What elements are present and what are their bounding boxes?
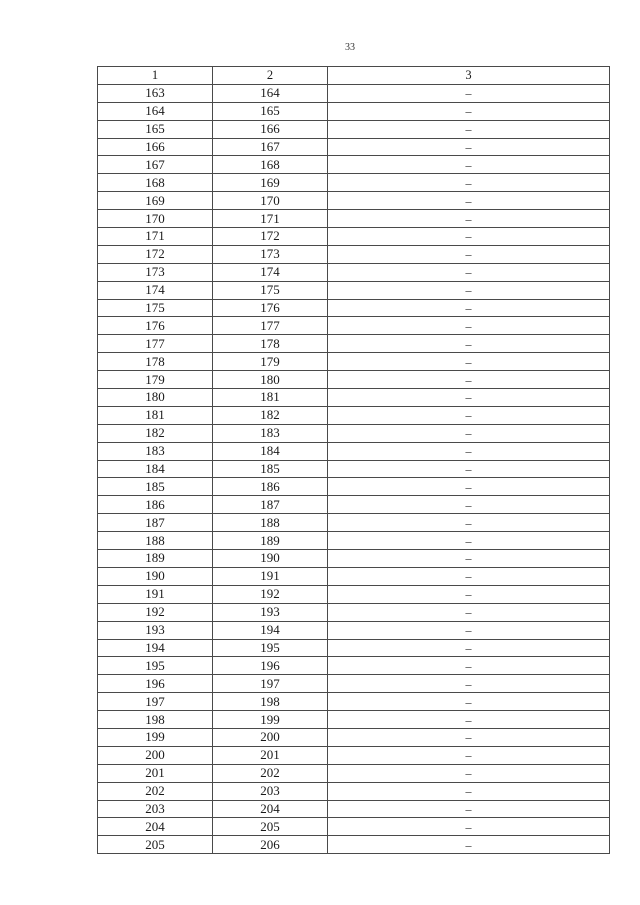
table-cell-col-1: 163	[98, 84, 213, 102]
table-cell-col-1: 187	[98, 514, 213, 532]
table-cell-col-2: 190	[213, 550, 328, 568]
table-row	[98, 317, 610, 335]
table-cell-col-1: 174	[98, 281, 213, 299]
table-row	[98, 174, 610, 192]
table-cell-col-1: 202	[98, 782, 213, 800]
table-cell-col-2: 180	[213, 371, 328, 389]
table-cell-col-1: 182	[98, 424, 213, 442]
table-cell-col-3: –	[328, 424, 610, 442]
table-row	[98, 567, 610, 585]
table-cell-col-1: 165	[98, 120, 213, 138]
table-cell-col-1: 183	[98, 442, 213, 460]
table-cell-col-1: 198	[98, 711, 213, 729]
table-cell-col-3: –	[328, 263, 610, 281]
table-cell-col-3: –	[328, 603, 610, 621]
table-cell-col-3: –	[328, 675, 610, 693]
table-row	[98, 138, 610, 156]
table-cell-col-1: 167	[98, 156, 213, 174]
table-cell-col-2: 200	[213, 728, 328, 746]
table-cell-col-2: 194	[213, 621, 328, 639]
table-cell-col-1: 180	[98, 389, 213, 407]
table-cell-col-3: –	[328, 353, 610, 371]
table-row	[98, 442, 610, 460]
table-cell-col-3: –	[328, 496, 610, 514]
data-table	[97, 66, 610, 854]
table-row	[98, 514, 610, 532]
table-row	[98, 532, 610, 550]
table-row	[98, 389, 610, 407]
table-cell-col-1: 169	[98, 192, 213, 210]
table-cell-col-1: 177	[98, 335, 213, 353]
table-cell-col-2: 182	[213, 406, 328, 424]
table-cell-col-3: –	[328, 281, 610, 299]
table-row	[98, 245, 610, 263]
table-cell-col-3: –	[328, 657, 610, 675]
table-row	[98, 550, 610, 568]
table-cell-col-2: 184	[213, 442, 328, 460]
table-cell-col-2: 191	[213, 567, 328, 585]
table-cell-col-3: –	[328, 585, 610, 603]
table-cell-col-1: 166	[98, 138, 213, 156]
table-cell-col-3: –	[328, 192, 610, 210]
table-cell-col-3: –	[328, 228, 610, 246]
table-row	[98, 120, 610, 138]
table-cell-col-3: –	[328, 389, 610, 407]
table-row	[98, 800, 610, 818]
table-cell-col-1: 171	[98, 228, 213, 246]
table-cell-col-3: –	[328, 210, 610, 228]
table-cell-col-3: –	[328, 836, 610, 854]
table-cell-col-1: 204	[98, 818, 213, 836]
table-cell-col-3: –	[328, 728, 610, 746]
table-cell-col-2: 175	[213, 281, 328, 299]
table-cell-col-1: 173	[98, 263, 213, 281]
table-cell-col-1: 196	[98, 675, 213, 693]
table-header	[98, 67, 610, 85]
table-row	[98, 585, 610, 603]
table-row	[98, 728, 610, 746]
table-row	[98, 496, 610, 514]
table-cell-col-1: 200	[98, 746, 213, 764]
table-cell-col-1: 179	[98, 371, 213, 389]
table-row	[98, 192, 610, 210]
table-cell-col-1: 199	[98, 728, 213, 746]
table-cell-col-3: –	[328, 567, 610, 585]
table-row	[98, 675, 610, 693]
table-cell-col-3: –	[328, 299, 610, 317]
table-row	[98, 657, 610, 675]
table-cell-col-2: 176	[213, 299, 328, 317]
table-cell-col-1: 193	[98, 621, 213, 639]
table-row	[98, 335, 610, 353]
table-cell-col-3: –	[328, 442, 610, 460]
table-cell-col-2: 187	[213, 496, 328, 514]
table-cell-col-2: 168	[213, 156, 328, 174]
table-cell-col-3: –	[328, 764, 610, 782]
table-cell-col-2: 173	[213, 245, 328, 263]
table-cell-col-1: 176	[98, 317, 213, 335]
table-cell-col-1: 194	[98, 639, 213, 657]
table-cell-col-1: 195	[98, 657, 213, 675]
table-cell-col-3: –	[328, 245, 610, 263]
table-cell-col-3: –	[328, 711, 610, 729]
table-cell-col-3: –	[328, 693, 610, 711]
header-row	[98, 67, 610, 85]
table-row	[98, 210, 610, 228]
table-cell-col-2: 164	[213, 84, 328, 102]
table-cell-col-2: 201	[213, 746, 328, 764]
table-cell-col-1: 164	[98, 102, 213, 120]
table-cell-col-2: 192	[213, 585, 328, 603]
table-cell-col-1: 178	[98, 353, 213, 371]
table-row	[98, 299, 610, 317]
table-cell-col-1: 192	[98, 603, 213, 621]
page-number: 33	[345, 42, 355, 53]
table-cell-col-2: 183	[213, 424, 328, 442]
table-cell-col-2: 204	[213, 800, 328, 818]
table-cell-col-3: –	[328, 550, 610, 568]
table-cell-col-3: –	[328, 460, 610, 478]
table-cell-col-3: –	[328, 174, 610, 192]
table-cell-col-2: 166	[213, 120, 328, 138]
table-row	[98, 818, 610, 836]
column-header-3: 3	[328, 67, 610, 85]
table-row	[98, 263, 610, 281]
table-row	[98, 406, 610, 424]
table-cell-col-3: –	[328, 746, 610, 764]
table-cell-col-2: 193	[213, 603, 328, 621]
table-row	[98, 371, 610, 389]
table-cell-col-3: –	[328, 514, 610, 532]
table-cell-col-3: –	[328, 335, 610, 353]
table-cell-col-3: –	[328, 120, 610, 138]
table-row	[98, 156, 610, 174]
table-cell-col-3: –	[328, 639, 610, 657]
table-cell-col-1: 170	[98, 210, 213, 228]
table-cell-col-3: –	[328, 532, 610, 550]
table-cell-col-2: 188	[213, 514, 328, 532]
table-cell-col-3: –	[328, 317, 610, 335]
table-cell-col-2: 198	[213, 693, 328, 711]
table-cell-col-3: –	[328, 782, 610, 800]
table-cell-col-1: 191	[98, 585, 213, 603]
table-row	[98, 836, 610, 854]
table-cell-col-2: 203	[213, 782, 328, 800]
table-row	[98, 281, 610, 299]
table-cell-col-1: 185	[98, 478, 213, 496]
table-cell-col-2: 181	[213, 389, 328, 407]
table-cell-col-2: 189	[213, 532, 328, 550]
table-cell-col-2: 179	[213, 353, 328, 371]
table-cell-col-2: 206	[213, 836, 328, 854]
table-row	[98, 84, 610, 102]
table-row	[98, 460, 610, 478]
table-cell-col-3: –	[328, 84, 610, 102]
column-header-1: 1	[98, 67, 213, 85]
table-row	[98, 639, 610, 657]
table-cell-col-1: 184	[98, 460, 213, 478]
table-cell-col-2: 165	[213, 102, 328, 120]
table-cell-col-2: 169	[213, 174, 328, 192]
table-cell-col-3: –	[328, 406, 610, 424]
table-cell-col-1: 203	[98, 800, 213, 818]
table-body	[98, 84, 610, 853]
table-cell-col-2: 167	[213, 138, 328, 156]
table-row	[98, 353, 610, 371]
table-cell-col-2: 202	[213, 764, 328, 782]
table-cell-col-3: –	[328, 138, 610, 156]
table-row	[98, 711, 610, 729]
table-cell-col-2: 199	[213, 711, 328, 729]
table-cell-col-3: –	[328, 478, 610, 496]
table-cell-col-2: 177	[213, 317, 328, 335]
table-cell-col-3: –	[328, 102, 610, 120]
table-row	[98, 102, 610, 120]
table-row	[98, 693, 610, 711]
table-cell-col-2: 196	[213, 657, 328, 675]
table-row	[98, 603, 610, 621]
table-row	[98, 621, 610, 639]
table-cell-col-1: 205	[98, 836, 213, 854]
table-cell-col-1: 181	[98, 406, 213, 424]
table-cell-col-2: 170	[213, 192, 328, 210]
table-cell-col-1: 172	[98, 245, 213, 263]
table-cell-col-1: 168	[98, 174, 213, 192]
table-cell-col-2: 185	[213, 460, 328, 478]
table-cell-col-2: 171	[213, 210, 328, 228]
table-row	[98, 764, 610, 782]
table-cell-col-2: 174	[213, 263, 328, 281]
table-row	[98, 424, 610, 442]
table-cell-col-2: 205	[213, 818, 328, 836]
table-cell-col-3: –	[328, 800, 610, 818]
table-cell-col-2: 195	[213, 639, 328, 657]
table-cell-col-1: 188	[98, 532, 213, 550]
table-cell-col-2: 186	[213, 478, 328, 496]
table-cell-col-3: –	[328, 156, 610, 174]
table-row	[98, 746, 610, 764]
table-cell-col-3: –	[328, 818, 610, 836]
table-cell-col-2: 172	[213, 228, 328, 246]
table-cell-col-1: 175	[98, 299, 213, 317]
table-cell-col-2: 197	[213, 675, 328, 693]
table-cell-col-1: 189	[98, 550, 213, 568]
table-row	[98, 782, 610, 800]
table-cell-col-3: –	[328, 621, 610, 639]
column-header-2: 2	[213, 67, 328, 85]
table-cell-col-2: 178	[213, 335, 328, 353]
table-cell-col-1: 201	[98, 764, 213, 782]
table-cell-col-3: –	[328, 371, 610, 389]
table-row	[98, 478, 610, 496]
table-row	[98, 228, 610, 246]
table-cell-col-1: 186	[98, 496, 213, 514]
table-cell-col-1: 190	[98, 567, 213, 585]
table-cell-col-1: 197	[98, 693, 213, 711]
